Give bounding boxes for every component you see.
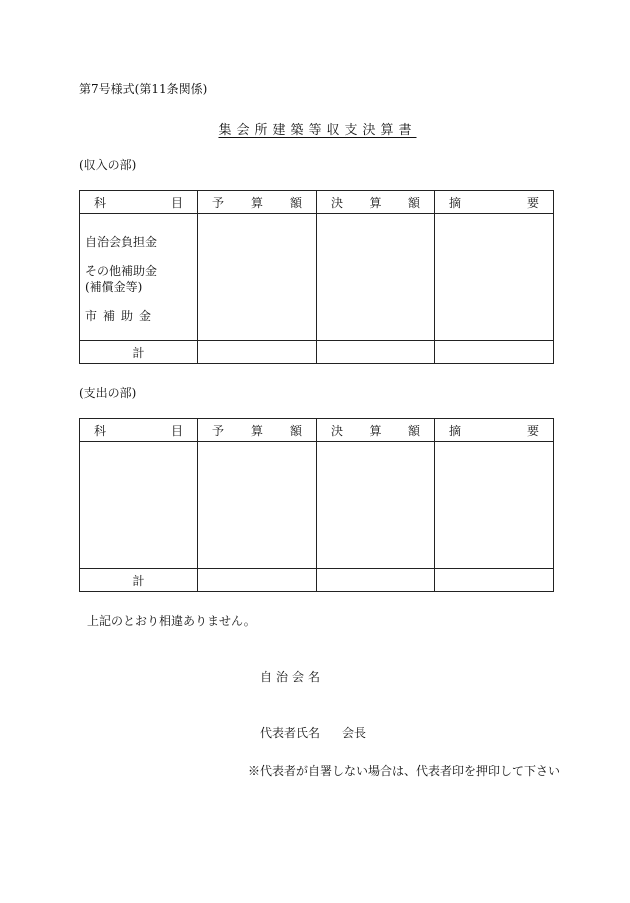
subject-column-header: 科 目 — [80, 419, 198, 442]
income-total-label: 計 — [80, 341, 198, 364]
settlement-column-header: 決 算 額 — [317, 191, 435, 214]
expense-total-label: 計 — [80, 569, 198, 592]
document-title — [0, 119, 630, 138]
income-total-settlement-cell[interactable] — [317, 341, 435, 364]
subject-column-header: 科 目 — [80, 191, 198, 214]
document-title-text: 集会所建築等収支決算書 — [218, 123, 417, 138]
income-item: 自治会負担金 — [85, 234, 158, 249]
income-settlement-cell[interactable] — [317, 214, 435, 341]
expense-header-row — [80, 419, 554, 442]
expense-total-remarks-cell[interactable] — [435, 569, 554, 592]
income-section-heading: (収入の部) — [79, 158, 137, 172]
expense-settlement-cell[interactable] — [317, 442, 435, 569]
expense-total-settlement-cell[interactable] — [317, 569, 435, 592]
income-item: (補償金等) — [85, 279, 143, 294]
representative-title: 会長 — [342, 726, 367, 740]
remarks-column-header: 摘 要 — [435, 191, 554, 214]
seal-note: ※代表者が自署しない場合は、代表者印を押印して下さい — [248, 764, 561, 778]
budget-column-header: 予 算 額 — [198, 191, 317, 214]
expense-subject-cell[interactable] — [80, 442, 198, 569]
remarks-column-header: 摘 要 — [435, 419, 554, 442]
income-total-remarks-cell[interactable] — [435, 341, 554, 364]
settlement-column-header: 決 算 額 — [317, 419, 435, 442]
income-body-row — [80, 214, 554, 341]
income-total-row — [80, 341, 554, 364]
income-total-budget-cell[interactable] — [198, 341, 317, 364]
income-remarks-cell[interactable] — [435, 214, 554, 341]
income-item: その他補助金 — [85, 263, 158, 278]
expense-total-row — [80, 569, 554, 592]
expense-table — [79, 418, 554, 592]
income-subject-cell — [80, 214, 198, 341]
budget-column-header: 予 算 額 — [198, 419, 317, 442]
income-budget-cell[interactable] — [198, 214, 317, 341]
association-name-label: 自治会名 — [260, 670, 325, 684]
income-table — [79, 190, 554, 364]
income-item: 市補助金 — [85, 308, 158, 323]
representative-line — [260, 724, 366, 741]
expense-remarks-cell[interactable] — [435, 442, 554, 569]
representative-name-label: 代表者氏名 — [260, 726, 321, 740]
expense-body-row — [80, 442, 554, 569]
expense-section-heading: (支出の部) — [79, 386, 137, 400]
declaration-statement: 上記のとおり相違ありません。 — [87, 614, 256, 628]
income-header-row — [80, 191, 554, 214]
form-number: 第7号様式(第11条関係) — [79, 82, 208, 96]
expense-budget-cell[interactable] — [198, 442, 317, 569]
expense-total-budget-cell[interactable] — [198, 569, 317, 592]
